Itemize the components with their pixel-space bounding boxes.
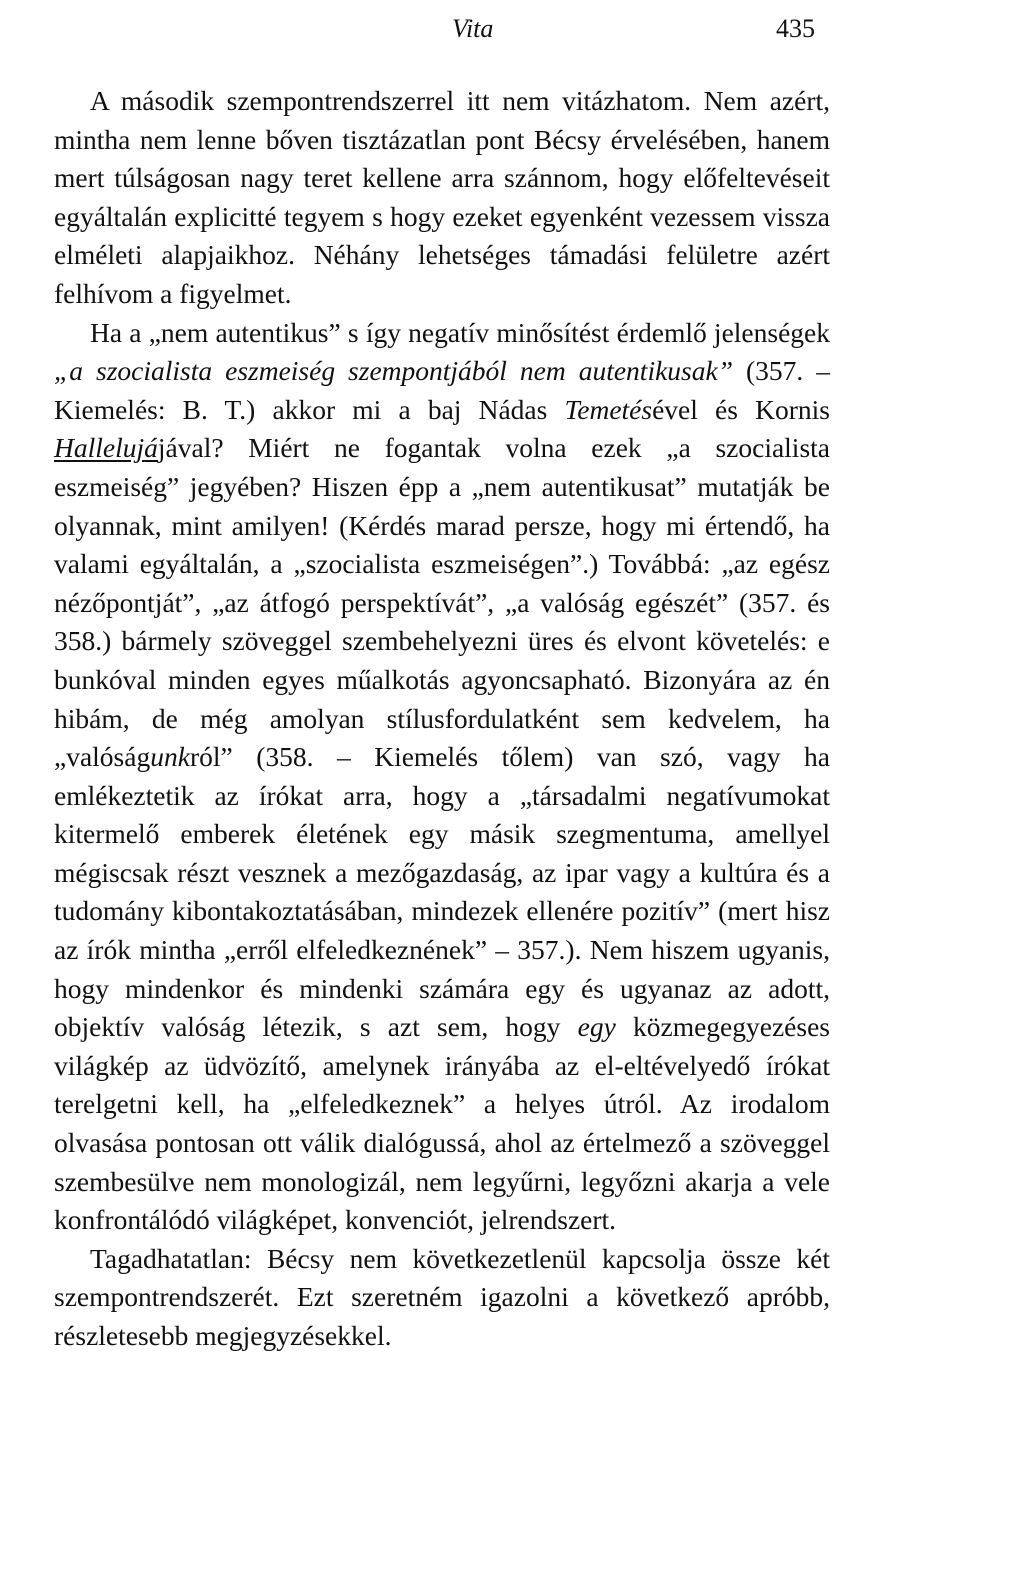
work-title-temetes: Temetés xyxy=(564,393,653,425)
italic-emphasis-unk: unk xyxy=(150,741,190,773)
text-span: jával? Miért ne fogantak volna ezek „a szocialista eszmeiség” jegyében? Hiszen épp a „nem autentikusat” mutatják be olyannak, mint amilyen! (Kérdés marad persze, hogy mi értendő, ha valami egyáltalán, a „szocialista eszmeiségen”.) Továbbá: „az egész nézőpontját”, „az átfogó perspektívát”, „a valóság egészét” (357. és 358.) bármely szöveggel szembehelyezni üres és elvont követelés: e bunkóval minden egyes műalkotás agyoncsapható. Bizonyára az én hibám, de még amolyan stílusfordulatként sem kedvelem, ha „valóság xyxy=(54,432,830,773)
italic-emphasis-egy: egy xyxy=(577,1011,616,1043)
paragraph-1 xyxy=(54,82,830,314)
paragraph-2 xyxy=(54,314,830,1240)
text-span: Tagadhatatlan: Bécsy nem következetlenül kapcsolja össze két szempontrendszerét. Ezt szeretném igazolni a következő apróbb, részletesebb megjegyzésekkel. xyxy=(54,1242,830,1351)
text-span: ról” (358. – Kiemelés tőlem) van szó, vagy ha emlékeztetik az írókat arra, hogy a „társadalmi negatívumokat kitermelő emberek életének egy másik szegmentuma, amellyel mégiscsak részt vesznek a mezőgazdaság, az ipar vagy a kultúra és a tudomány kibontakoztatásában, mindezek ellenére pozitív” (mert hisz az írók mintha „erről elfeledkeznének” – 357.). Nem hiszem ugyanis, hogy mindenkor és mindenki számára egy és ugyanaz az adott, objektív valóság létezik, s azt sem, hogy xyxy=(54,741,830,1043)
text-span: A második szempontrendszerrel itt nem vitázhatom. Nem azért, mintha nem lenne bőven tisztázatlan pont Bécsy érvelésében, hanem mert túlságosan nagy teret kellene arra szánnom, hogy előfeltevéseit egyáltalán explicitté tegyem s hogy ezeket egyenként vezessem vissza elméleti alapjaikhoz. Néhány lehetséges támadási felületre azért felhívom a figyelmet. xyxy=(54,85,830,309)
text-span: közmegegyezéses világkép az üdvözítő, amelynek irányába az el-eltévelyedő írókat terelgetni kell, ha „elfeledkeznek” a helyes útról. Az irodalom olvasása pontosan ott válik dialógussá, ahol az értelmező a szöveggel szembesülve nem monologizál, nem legyűrni, legyőzni akarja a vele konfrontálódó világképet, konvenciót, jelrendszert. xyxy=(54,1011,830,1236)
text-span: (357. – Kiemelés: B. T.) akkor mi a baj Nádas xyxy=(54,355,830,425)
running-head xyxy=(0,14,1024,48)
text-span: Ha a „nem autentikus” s így negatív minősítést érdemlő jelenségek xyxy=(90,316,830,348)
page-number: 435 xyxy=(776,14,815,43)
work-title-part: Halleluj xyxy=(54,432,145,464)
work-title-part: á xyxy=(144,432,158,464)
work-title-halleluja xyxy=(54,432,158,463)
text-span: ével és Kornis xyxy=(652,393,830,425)
running-title: Vita xyxy=(452,14,494,43)
paragraph-3 xyxy=(54,1240,830,1356)
body-text xyxy=(54,82,830,1356)
italic-quotation: „a szocialista eszmeiség szempontjából nem autentikusak” xyxy=(54,355,733,387)
